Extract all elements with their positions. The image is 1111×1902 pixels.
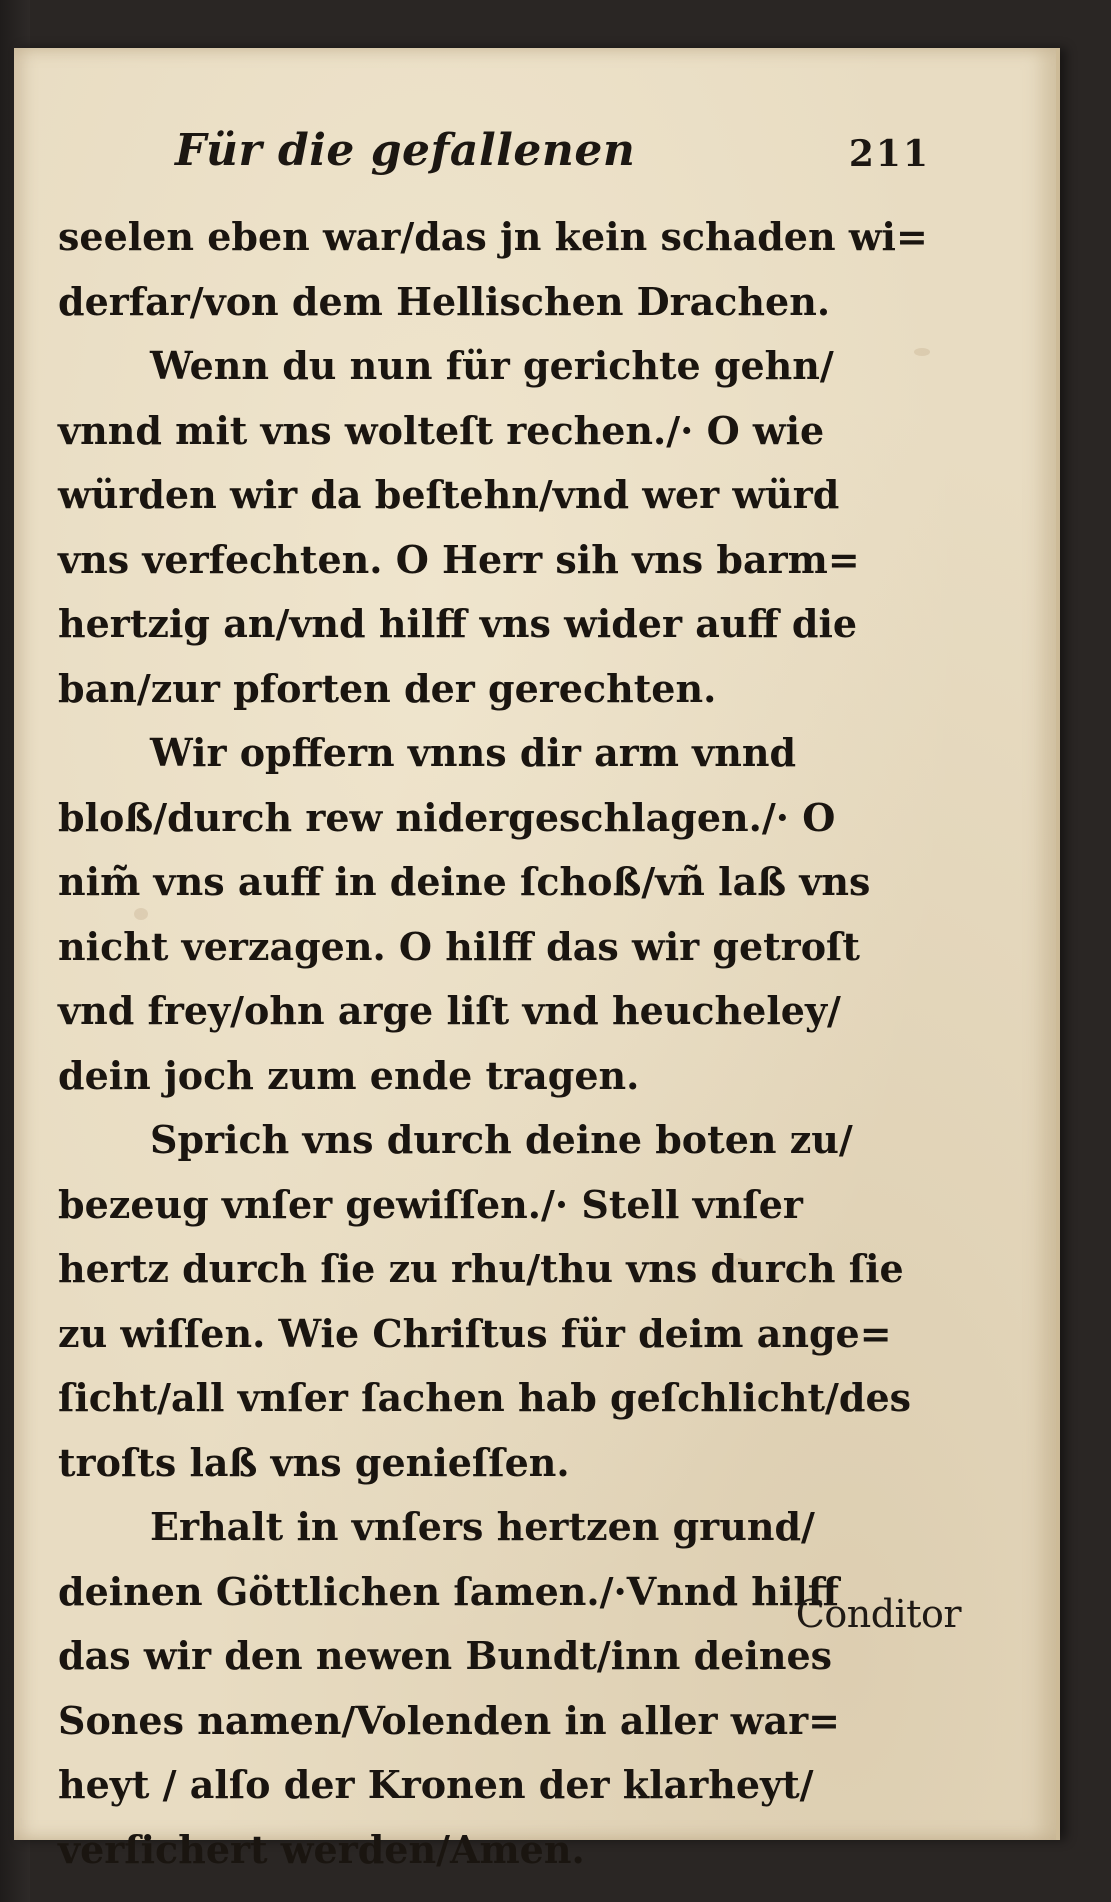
- text-line: vns verfechten. O Herr sih vns barm=: [58, 536, 860, 582]
- text-line: hertzig an/vnd hilff vns wider auff die: [58, 601, 858, 646]
- text-line: verſichert werden/Amen.: [58, 1826, 585, 1872]
- page-header: [150, 125, 930, 195]
- text-line: das wir den newen Bundt/inn deines: [58, 1633, 833, 1678]
- text-line: vnnd mit vns wolteſt rechen./· O wie: [58, 407, 825, 453]
- catchword: Conditor: [795, 1592, 961, 1636]
- text-line: zu wiſſen. Wie Chriſtus für deim ange=: [58, 1310, 892, 1356]
- text-line: ban/zur pforten der gerechten.: [58, 665, 717, 711]
- running-head: Für die gefallenen: [175, 125, 636, 176]
- text-line: troſts laß vns genieſſen.: [58, 1439, 570, 1485]
- text-line: seelen eben war/das jn kein schaden wi=: [58, 214, 928, 259]
- text-line: Erhalt in vnſers hertzen grund/: [150, 1504, 815, 1549]
- text-line: würden wir da beſtehn/vnd wer würd: [58, 472, 840, 517]
- text-line: Wenn du nun für gerichte gehn/: [150, 343, 834, 388]
- text-line: Sones namen/Volenden in aller war=: [58, 1697, 840, 1743]
- text-line: vnd frey/ohn arge liſt vnd heucheley/: [58, 988, 841, 1033]
- text-line: Sprich vns durch deine boten zu/: [150, 1117, 853, 1162]
- page-number: 211: [848, 133, 930, 175]
- text-line: nicht verzagen. O hilff das wir getroſt: [58, 923, 860, 969]
- text-line: derfar/von dem Hellischen Drachen.: [58, 278, 831, 324]
- text-line: dein joch zum ende tragen.: [58, 1052, 640, 1098]
- text-line: ſicht/all vnſer ſachen hab geſchlicht/des: [58, 1375, 912, 1420]
- text-line: heyt / alſo der Kronen der klarheyt/: [58, 1762, 814, 1807]
- text-line: Wir opffern vnns dir arm vnnd: [150, 730, 797, 775]
- text-line: hertz durch ſie zu rhu/thu vns durch ſie: [58, 1246, 904, 1291]
- text-line: bloß/durch rew nidergeschlagen./· O: [58, 794, 836, 840]
- text-line: nim̃ vns auff in deine ſchoß/vñ laß vns: [58, 859, 871, 904]
- text-line: deinen Göttlichen ſamen./·Vnnd hilff: [58, 1568, 839, 1614]
- text-line: bezeug vnſer gewiſſen./· Stell vnſer: [58, 1181, 803, 1227]
